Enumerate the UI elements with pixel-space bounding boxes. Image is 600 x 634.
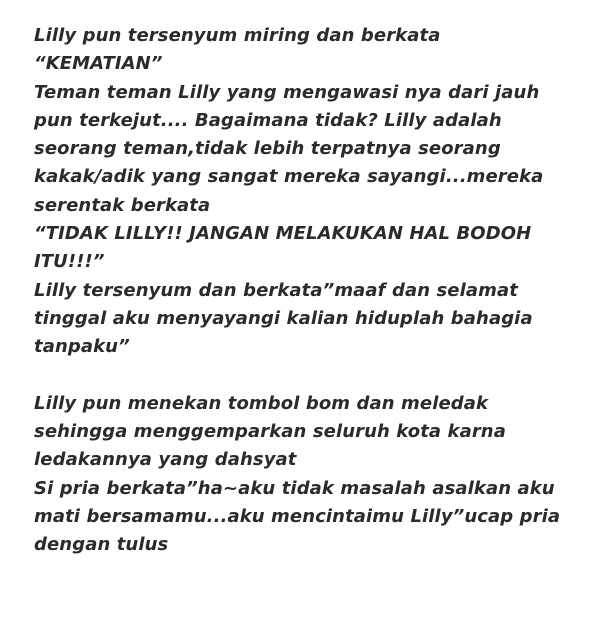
- story-line: sehingga menggemparkan seluruh kota karna: [34, 421, 506, 443]
- story-line: ITU!!!”: [34, 251, 105, 273]
- story-line: Lilly pun tersenyum miring dan berkata: [34, 25, 441, 46]
- story-text: [34, 22, 579, 560]
- story-line: dengan tulus: [34, 534, 169, 556]
- story-line: Si pria berkata”ha~aku tidak masalah asalkan aku: [34, 477, 555, 499]
- paragraph-gap: [34, 362, 579, 390]
- story-line: pun terkejut.... Bagaimana tidak? Lilly adalah: [34, 109, 502, 131]
- story-line: “TIDAK LILLY!! JANGAN MELAKUKAN HAL BODOH: [34, 223, 532, 245]
- story-line: Lilly tersenyum dan berkata”maaf dan selamat: [34, 279, 518, 301]
- story-line: Teman teman Lilly yang mengawasi nya dari jauh: [34, 81, 540, 103]
- story-line: kakak/adik yang sangat mereka sayangi...mereka: [34, 166, 544, 188]
- story-line: ledakannya yang dahsyat: [34, 449, 297, 471]
- story-line: “KEMATIAN”: [34, 53, 163, 75]
- story-line: tanpaku”: [34, 336, 130, 358]
- story-line: tinggal aku menyayangi kalian hiduplah bahagia: [34, 307, 533, 329]
- story-line: mati bersamamu...aku mencintaimu Lilly”ucap pria: [34, 506, 561, 528]
- story-line: serentak berkata: [34, 194, 211, 216]
- story-line: seorang teman,tidak lebih terpatnya seorang: [34, 138, 501, 160]
- story-line: Lilly pun menekan tombol bom dan meledak: [34, 392, 489, 414]
